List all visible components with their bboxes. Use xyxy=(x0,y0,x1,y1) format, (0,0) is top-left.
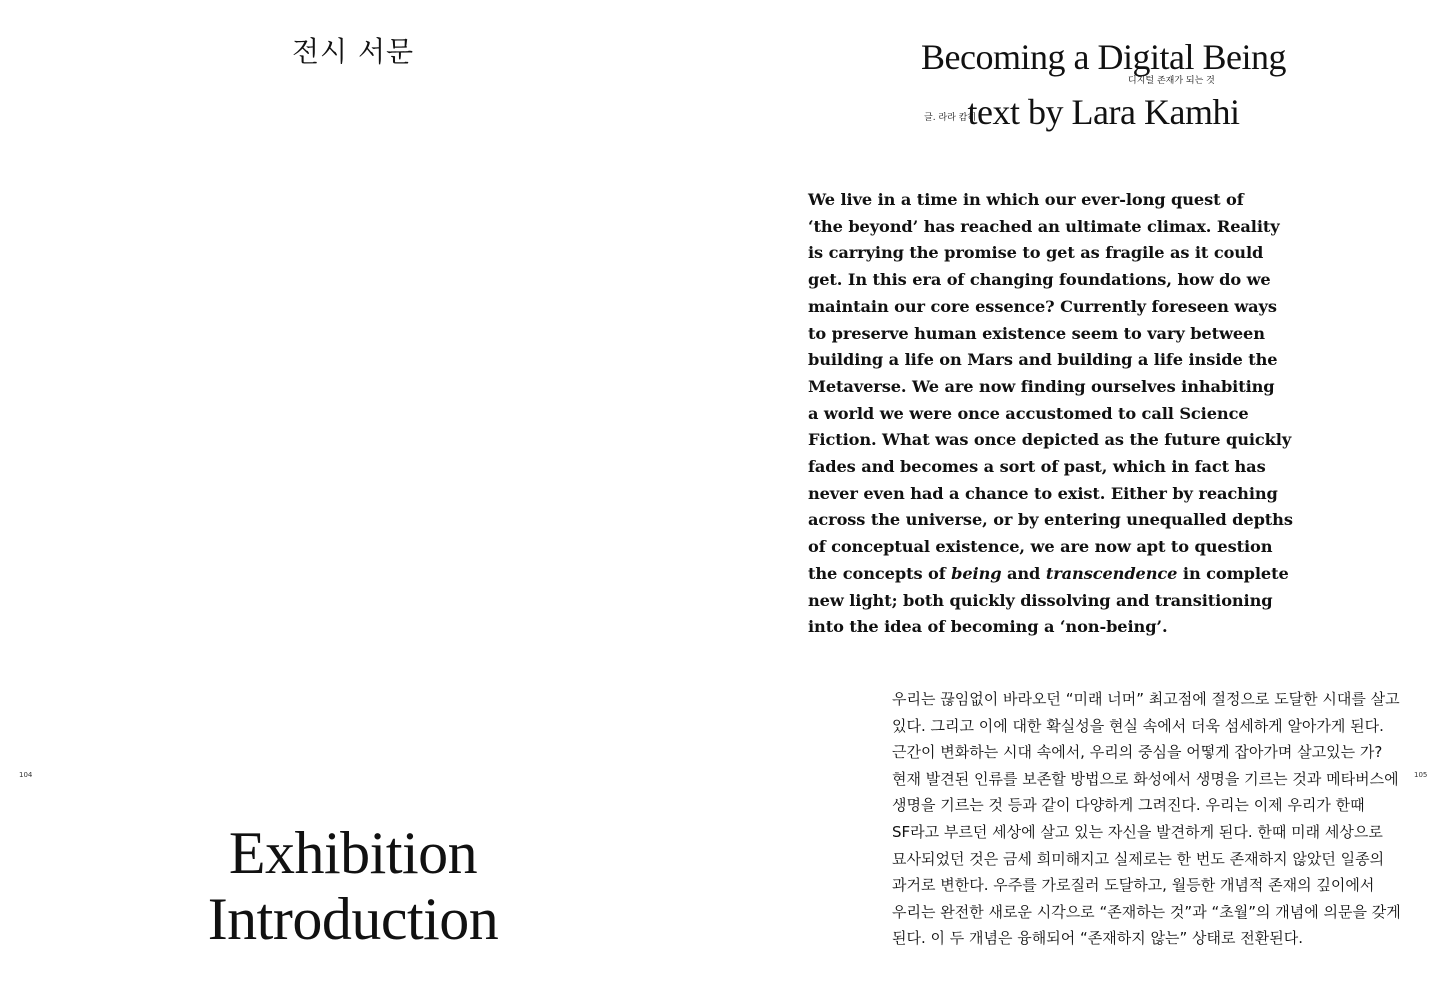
left-page xyxy=(0,0,722,985)
text-line-mixed xyxy=(808,561,1298,588)
emphasis-being: being xyxy=(951,563,1002,583)
text-line: of conceptual existence, we are now apt to question xyxy=(808,537,1273,557)
text-line: 현재 발견된 인류를 보존할 방법으로 화성에서 생명을 기르는 것과 메타버스에 xyxy=(892,769,1399,788)
korean-body-text xyxy=(892,686,1402,952)
text-line: 된다. 이 두 개념은 융해되어 “존재하지 않는” 상태로 전환된다. xyxy=(892,929,1303,948)
text-line: a world we were once accustomed to call Science xyxy=(808,403,1249,423)
essay-title xyxy=(722,30,1445,140)
author-korean: 글. 라라 캄히 xyxy=(924,113,977,123)
korean-section-title: 전시 서문 xyxy=(291,35,415,68)
text-line: 있다. 그리고 이에 대한 확실성을 현실 속에서 더욱 섬세하게 알아가게 된다. xyxy=(892,716,1384,735)
text-line: 근간이 변화하는 시대 속에서, 우리의 중심을 어떻게 잡아가며 살고있는 가? xyxy=(892,743,1383,762)
essay-byline: text by Lara Kamhi xyxy=(967,92,1240,132)
text-line: is carrying the promise to get as fragile as it could xyxy=(808,243,1264,263)
text-line: never even had a chance to exist. Either by reaching xyxy=(808,483,1278,503)
text-line: 생명을 기르는 것 등과 같이 다양하게 그려진다. 우리는 이제 우리가 한때 xyxy=(892,796,1365,815)
text-line: into the idea of becoming a ‘non-being’. xyxy=(808,617,1168,637)
text-line: new light; both quickly dissolving and transitioning xyxy=(808,590,1273,610)
exhibition-introduction-title xyxy=(0,820,706,952)
text-line: across the universe, or by entering unequalled depths xyxy=(808,510,1293,530)
text-line: ‘the beyond’ has reached an ultimate climax. Reality xyxy=(808,216,1280,236)
title-line: Introduction xyxy=(207,886,499,952)
text-line: 과거로 변한다. 우주를 가로질러 도달하고, 월등한 개념적 존재의 깊이에서 xyxy=(892,876,1375,895)
essay-title-line: Becoming a Digital Being xyxy=(921,37,1286,77)
text-line: to preserve human existence seem to vary between xyxy=(808,323,1265,343)
text-line: We live in a time in which our ever-long quest of xyxy=(808,190,1244,209)
text-line: 우리는 끊임없이 바라오던 “미래 너머” 최고점에 절정으로 도달한 시대를 살고 xyxy=(892,690,1400,708)
english-body-text xyxy=(808,187,1298,641)
text-line: 우리는 완전한 새로운 시각으로 “존재하는 것”과 “초월”의 개념에 의문을 갖게 xyxy=(892,902,1401,921)
text-line: 묘사되었던 것은 금세 희미해지고 실제로는 한 번도 존재하지 않았던 일종의 xyxy=(892,849,1385,868)
text-line: Metaverse. We are now finding ourselves inhabiting xyxy=(808,376,1275,396)
text-run: the concepts of xyxy=(808,563,952,583)
text-line: SF라고 부르던 세상에 살고 있는 자신을 발견하게 된다. 한때 미래 세상으로 xyxy=(892,822,1383,841)
emphasis-transcendence: transcendence xyxy=(1045,563,1178,583)
page-number-right: 105 xyxy=(1414,771,1428,779)
text-line: building a life on Mars and building a life inside the xyxy=(808,350,1278,370)
text-run: in complete xyxy=(1177,563,1289,583)
essay-korean-title: 디지털 존재가 되는 것 xyxy=(1128,76,1215,86)
text-line: maintain our core essence? Currently foreseen ways xyxy=(808,296,1277,316)
text-line: Fiction. What was once depicted as the future quickly xyxy=(808,430,1292,450)
text-line: fades and becomes a sort of past, which in fact has xyxy=(808,457,1266,477)
title-line: Exhibition xyxy=(228,820,478,886)
text-line: get. In this era of changing foundations, how do we xyxy=(808,270,1271,290)
page-number-left: 104 xyxy=(19,771,33,779)
text-run: and xyxy=(1001,563,1046,583)
